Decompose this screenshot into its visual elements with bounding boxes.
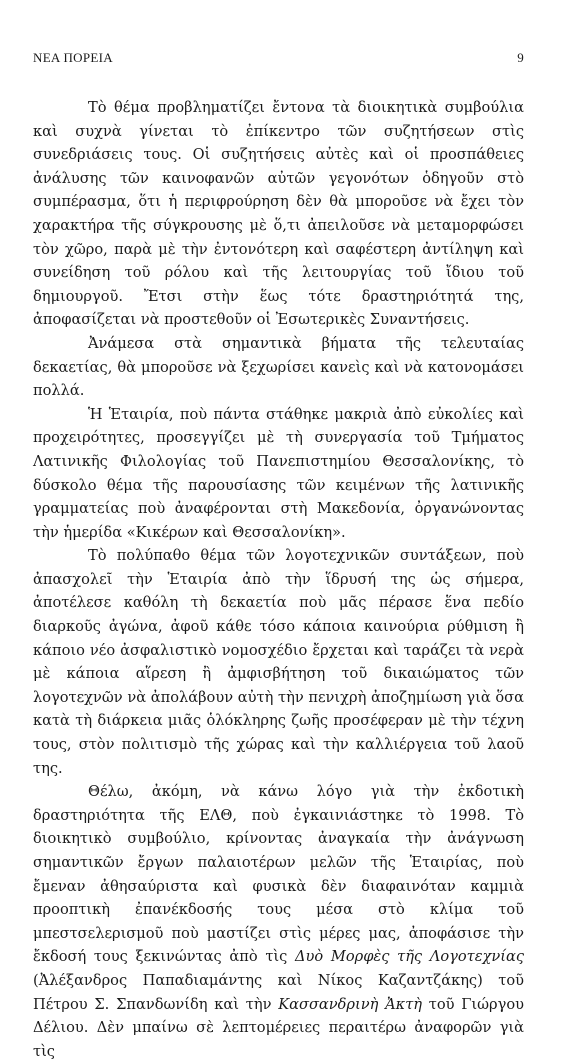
book-title-italic: Κασσανδρινὴ Ἀκτὴ (278, 995, 423, 1013)
paragraph: Ἡ Ἑταιρία, ποὺ πάντα στάθηκε μακριὰ ἀπὸ εὐκολίες καὶ προχειρότητες, προσεγγίζει μὲ τὴ συνεργασία τοῦ Τμήματος Λατινικῆς Φιλολογίας τοῦ Πανεπιστημίου Θεσσαλονίκης, τὸ δύσκολο θέμα τῆς παρουσίασης τῶν κειμένων τῆς λατινικῆς γραμματείας ποὺ ἀναφέρονται στὴ Μακεδονία, ὀργανώνοντας τὴν ἡμερίδα «Κικέρων καὶ Θεσσαλονίκη». (33, 405, 524, 541)
paragraph-text: (Ἀλέξανδρος Παπαδιαμάντης καὶ Νίκος Καζαντζάκης) τοῦ Πέτρου Σ. Σπανδωνίδη καὶ τὴν (33, 971, 524, 1013)
paragraph: Τὸ θέμα προβληματίζει ἔντονα τὰ διοικητικὰ συμβούλια καὶ συχνὰ γίνεται τὸ ἐπίκεντρο τῶν συζητήσεων στὶς συνεδριάσεις τους. Οἱ συζητήσεις αὐτὲς καὶ οἱ προσπάθειες ἀνάλυσης τῶν καινοφανῶν αὐτῶν γεγονότων ὁδηγοῦν στὸ συμπέρασμα, ὅτι ἡ περιφρούρηση δὲν θὰ μποροῦσε νὰ ἔχει τὸν χαρακτήρα τῆς σύγκρουσης μὲ ὅ,τι ἀπειλοῦσε νὰ μεταμορφώσει τὸν χῶρο, παρὰ μὲ τὴν ἐντονότερη καὶ σαφέστερη ἀντίληψη καὶ συνείδηση τοῦ ρόλου καὶ τῆς λειτουργίας τοῦ ἴδιου τοῦ δημιουργοῦ. Ἔτσι στὴν ἕως τότε δραστηριότητά της, ἀποφασίζεται νὰ προστεθοῦν οἱ Ἐσωτερικὲς Συναντήσεις. (33, 99, 524, 329)
body-text (33, 96, 524, 1063)
running-header (33, 50, 524, 66)
paragraph: Τὸ πολύπαθο θέμα τῶν λογοτεχνικῶν συντάξεων, ποὺ ἀπασχολεῖ τὴν Ἑταιρία ἀπὸ τὴν ἵδρυσή της ὡς σήμερα, ἀποτέλεσε καθόλη τὴ δεκαετία ποὺ μᾶς πέρασε ἕνα πεδίο διαρκοῦς ἀγώνα, ἀφοῦ κάθε τόσο κάποια καινούρια ρύθμιση ἢ κάποιο νέο ἀσφαλιστικὸ νομοσχέδιο ἔρχεται καὶ ταράζει τὰ νερὰ μὲ κάποια αἵρεση ἢ ἀμφισβήτηση τοῦ δικαιώματος τῶν λογοτεχνῶν νὰ ἀπολάβουν αὐτὴ τὴν πενιχρὴ ἀποζημίωση γιὰ ὅσα κατὰ τὴ διάρκεια μιᾶς ὁλόκληρης ζωῆς προσέφεραν μὲ τὴν τέχνη τους, στὸν πολιτισμὸ τῆς χώρας καὶ τὴν καλλιέργεια τοῦ λαοῦ της. (33, 547, 524, 777)
paragraph-publishing (33, 780, 524, 1063)
page-number: 9 (517, 50, 524, 65)
book-title-italic: Δυὸ Μορφὲς τῆς Λογοτεχνίας (295, 948, 525, 966)
paragraph-text: τοῦ Γιώργου Δέλιου. Δὲν μπαίνω σὲ λεπτομέρειες περαιτέρω ἀναφορῶν γιὰ τὶς (33, 995, 524, 1060)
paragraph: Ἀνάμεσα στὰ σημαντικὰ βήματα τῆς τελευταίας δεκαετίας, θὰ μποροῦσε νὰ ξεχωρίσει κανεὶς καὶ νὰ κατονομάσει πολλά. (33, 334, 524, 400)
running-title: ΝΕΑ ΠΟΡΕΙΑ (33, 50, 113, 65)
paragraph-text: Θέλω, ἀκόμη, νὰ κάνω λόγο γιὰ τὴν ἐκδοτικὴ δραστηριότητα τῆς ΕΛΘ, ποὺ ἐγκαινιάστηκε τὸ 1998. Τὸ διοικητικὸ συμβούλιο, κρίνοντας ἀναγκαία τὴν ἀνάγνωση σημαντικῶν ἔργων παλαιοτέρων μελῶν τῆς Ἑταιρίας, ποὺ ἔμεναν ἀθησαύριστα καὶ φυσικὰ δὲν διαφαινόταν καμμιὰ προοπτικὴ ἐπανέκδοσής τους μέσα στὸ κλίμα τοῦ μπεστσελερισμοῦ ποὺ μαστίζει στὶς μέρες μας, ἀποφάσισε τὴν ἔκδοσή τους ξεκινώντας ἀπὸ τὶς (33, 783, 524, 966)
